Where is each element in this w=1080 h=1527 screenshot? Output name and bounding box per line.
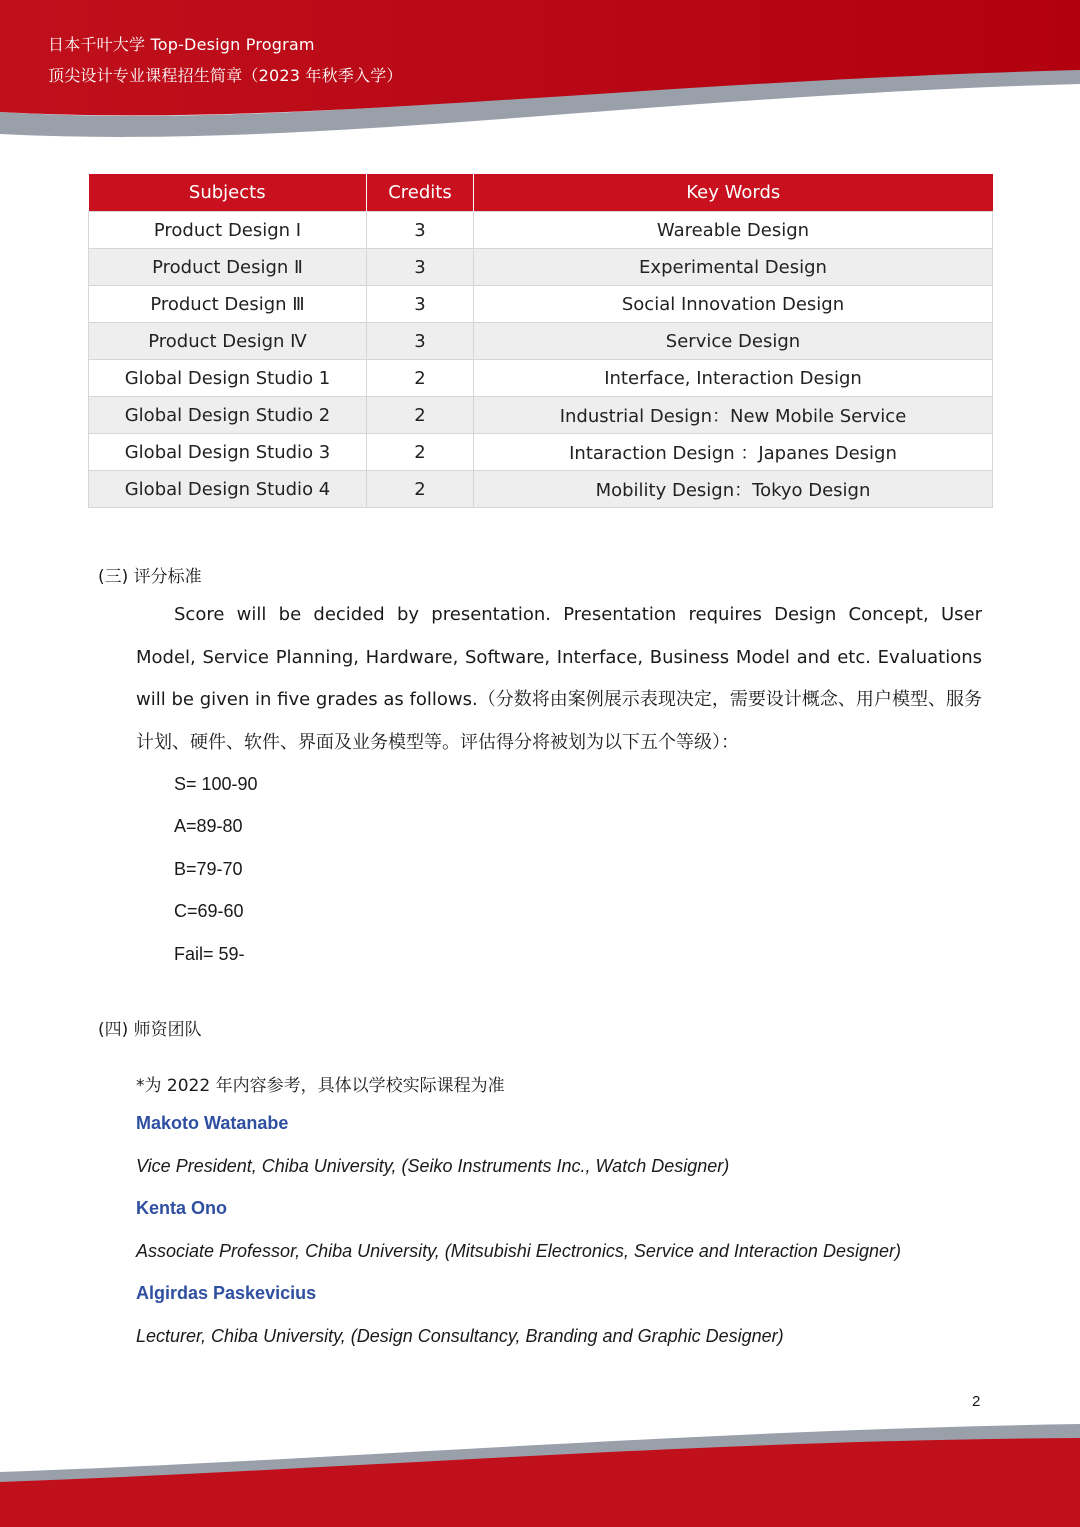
faculty-note: *为 2022 年内容参考，具体以学校实际课程为准 [136, 1076, 505, 1096]
keywords-cell: Wareable Design [474, 212, 993, 249]
subject-cell: Product Design Ⅰ [89, 212, 367, 249]
table-row [89, 212, 993, 249]
table-row [89, 249, 993, 286]
faculty-name: Algirdas Paskevicius [136, 1283, 317, 1303]
subject-cell: Product Design Ⅲ [89, 286, 367, 323]
keywords-cell: Experimental Design [474, 249, 993, 286]
keywords-cell: Intaraction Design ：Japanes Design [474, 434, 993, 471]
grading-section-title: (三) 评分标准 [98, 567, 202, 587]
faculty-role: Associate Professor, Chiba University, (Mitsubishi Electronics, Service and Interaction Designer) [136, 1241, 901, 1261]
table-row [89, 434, 993, 471]
credits-cell: 3 [367, 212, 474, 249]
subject-cell: Global Design Studio 2 [89, 397, 367, 434]
grade-item: C=69-60 [174, 901, 244, 921]
header-title: 日本千叶大学 Top-Design Program [48, 35, 315, 54]
credits-cell: 3 [367, 323, 474, 360]
page-number: 2 [972, 1393, 981, 1410]
grading-paragraph [136, 594, 982, 764]
column-header-keywords: Key Words [474, 174, 993, 212]
credits-cell: 3 [367, 286, 474, 323]
keywords-cell: Industrial Design：New Mobile Service [474, 397, 993, 434]
subject-cell: Product Design Ⅳ [89, 323, 367, 360]
faculty-role: Lecturer, Chiba University, (Design Consultancy, Branding and Graphic Designer) [136, 1326, 784, 1346]
subject-cell: Global Design Studio 3 [89, 434, 367, 471]
faculty-name: Makoto Watanabe [136, 1113, 289, 1133]
subject-cell: Global Design Studio 4 [89, 471, 367, 508]
faculty-name: Kenta Ono [136, 1198, 228, 1218]
table-header-row [89, 174, 993, 212]
table-row [89, 323, 993, 360]
keywords-cell: Social Innovation Design [474, 286, 993, 323]
keywords-cell: Mobility Design：Tokyo Design [474, 471, 993, 508]
table-row [89, 286, 993, 323]
keywords-cell: Interface, Interaction Design [474, 360, 993, 397]
faculty-role: Vice President, Chiba University, (Seiko Instruments Inc., Watch Designer) [136, 1156, 730, 1176]
curriculum-table [88, 174, 993, 508]
header-subtitle: 顶尖设计专业课程招生简章（2023 年秋季入学） [48, 66, 403, 85]
credits-cell: 2 [367, 434, 474, 471]
credits-cell: 2 [367, 360, 474, 397]
table-row [89, 397, 993, 434]
column-header-credits: Credits [367, 174, 474, 212]
column-header-subjects: Subjects [89, 174, 367, 212]
grade-item: A=89-80 [174, 816, 243, 836]
subject-cell: Product Design Ⅱ [89, 249, 367, 286]
keywords-cell: Service Design [474, 323, 993, 360]
footer-banner [0, 1420, 1080, 1527]
table-row [89, 471, 993, 508]
subject-cell: Global Design Studio 1 [89, 360, 367, 397]
faculty-section-title: (四) 师资团队 [98, 1020, 202, 1040]
credits-cell: 3 [367, 249, 474, 286]
grade-item: Fail= 59- [174, 944, 245, 964]
table-row [89, 360, 993, 397]
grading-paragraph-text: Score will be decided by presentation. Presentation requires Design Concept, User Model, Service Planning, Hardware, Software, Interface, Business Model and etc. Evaluations will be given in five grades as follows.（分数将由案例展示表现决定，需要设计概念、用户模型、服务计划、硬件、软件、界面及业务模型等。评估得分将被划为以下五个等级）： [136, 604, 982, 753]
grade-item: B=79-70 [174, 859, 243, 879]
credits-cell: 2 [367, 471, 474, 508]
grade-item: S= 100-90 [174, 774, 258, 794]
credits-cell: 2 [367, 397, 474, 434]
